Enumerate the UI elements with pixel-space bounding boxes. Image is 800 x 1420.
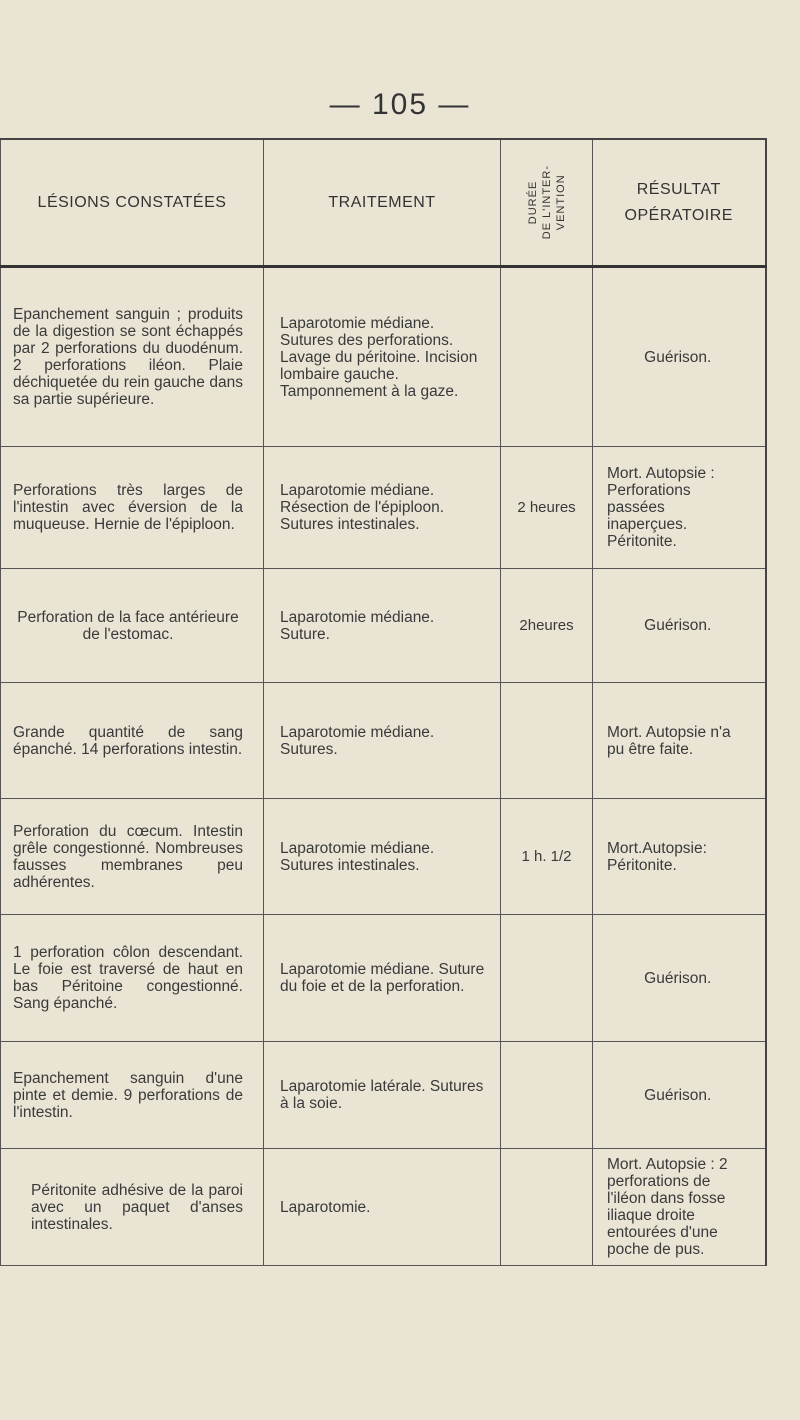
cell-duree: 2 heures: [501, 447, 593, 569]
cell-duree: [501, 1042, 593, 1149]
cell-traitement: Laparotomie médiane. Sutures.: [264, 683, 501, 799]
cell-lesions: Perforations très larges de l'intestin avec éversion de la muqueuse. Hernie de l'épiploon.: [1, 447, 264, 569]
cell-traitement: Laparotomie médiane. Résection de l'épiploon. Sutures intestinales.: [264, 447, 501, 569]
surgical-results-table-wrapper: [0, 138, 765, 1266]
page-number: — 105 —: [329, 88, 471, 121]
table-header-row: [1, 139, 766, 267]
cell-lesions: 1 perforation côlon descendant. Le foie est traversé de haut en bas Péritoine congestionné. Sang épanché.: [1, 915, 264, 1042]
cell-duree: [501, 1149, 593, 1266]
table-row: [1, 799, 766, 915]
cell-traitement: Laparotomie médiane. Suture.: [264, 569, 501, 683]
cell-resultat: Guérison.: [593, 1042, 766, 1149]
cell-traitement: Laparotomie médiane. Sutures intestinales.: [264, 799, 501, 915]
cell-resultat: Mort. Autopsie : 2 perforations de l'iléon dans fosse iliaque droite entourées d'une poche de pus.: [593, 1149, 766, 1266]
cell-traitement: Laparotomie.: [264, 1149, 501, 1266]
cell-duree: [501, 267, 593, 447]
cell-duree: 1 h. 1/2: [501, 799, 593, 915]
surgical-results-table: [0, 138, 767, 1266]
cell-traitement: Laparotomie médiane. Sutures des perforations. Lavage du péritoine. Incision lombaire gauche. Tamponnement à la gaze.: [264, 267, 501, 447]
cell-lesions: Epanchement sanguin d'une pinte et demie. 9 perforations de l'intestin.: [1, 1042, 264, 1149]
cell-duree: [501, 915, 593, 1042]
header-resultat-line1: RÉSULTAT: [636, 180, 721, 198]
header-resultat: [593, 139, 766, 267]
cell-traitement: Laparotomie latérale. Sutures à la soie.: [264, 1042, 501, 1149]
header-lesions: LÉSIONS CONSTATÉES: [1, 139, 264, 267]
cell-lesions: Péritonite adhésive de la paroi avec un paquet d'anses intestinales.: [1, 1149, 264, 1266]
cell-resultat: Mort. Autopsie : Perforations passées inaperçues. Péritonite.: [593, 447, 766, 569]
cell-lesions: Grande quantité de sang épanché. 14 perforations intestin.: [1, 683, 264, 799]
header-traitement: TRAITEMENT: [264, 139, 501, 267]
cell-lesions: Perforation du cœcum. Intestin grêle congestionné. Nombreuses fausses membranes peu adhérentes.: [1, 799, 264, 915]
header-resultat-line2: OPÉRATOIRE: [624, 206, 733, 224]
table-row: [1, 915, 766, 1042]
cell-traitement: Laparotomie médiane. Suture du foie et de la perforation.: [264, 915, 501, 1042]
cell-lesions: Epanchement sanguin ; produits de la digestion se sont échappés par 2 perforations du duodénum. 2 perforations iléon. Plaie déchiquetée du rein gauche dans sa partie supérieure.: [1, 267, 264, 447]
table-row: [1, 267, 766, 447]
header-duree-line3: VENTION: [554, 174, 567, 231]
table-row: [1, 569, 766, 683]
cell-lesions: Perforation de la face antérieure de l'estomac.: [1, 569, 264, 683]
cell-resultat: Mort. Autopsie n'a pu être faite.: [593, 683, 766, 799]
table-row: [1, 1042, 766, 1149]
cell-resultat: Guérison.: [593, 267, 766, 447]
header-duree-line1: DURÉE: [526, 180, 539, 225]
header-duree: [501, 139, 593, 267]
table-row: [1, 683, 766, 799]
cell-duree: [501, 683, 593, 799]
cell-resultat: Guérison.: [593, 569, 766, 683]
cell-duree: 2heures: [501, 569, 593, 683]
cell-resultat: Guérison.: [593, 915, 766, 1042]
header-duree-line2: DE L'INTER-: [540, 165, 553, 240]
cell-resultat: Mort.Autopsie: Péritonite.: [593, 799, 766, 915]
table-row: [1, 1149, 766, 1266]
table-row: [1, 447, 766, 569]
